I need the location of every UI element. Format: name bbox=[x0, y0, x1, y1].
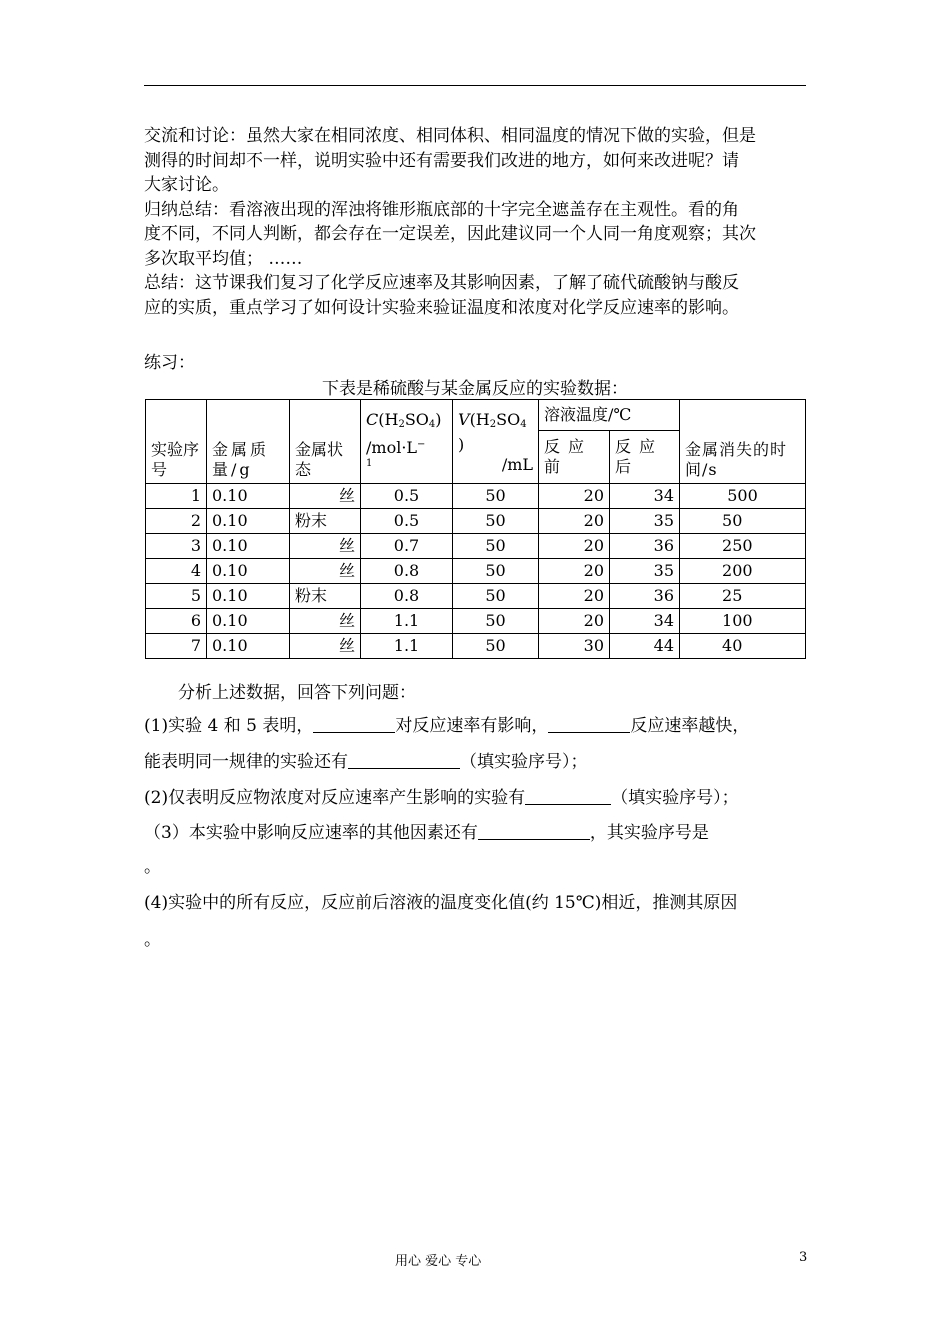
question-4-line-2: 。 bbox=[144, 930, 161, 950]
text-line: 总结：这节课我们复习了化学反应速率及其影响因素，了解了硫代硫酸钠与酸反 bbox=[144, 273, 739, 293]
cell-mass: 0.10 bbox=[207, 559, 290, 584]
answer-blank[interactable] bbox=[525, 788, 611, 805]
cell-state: 丝 bbox=[290, 484, 361, 509]
cell-temp-after: 34 bbox=[610, 484, 680, 509]
cell-seq: 3 bbox=[146, 534, 207, 559]
header-temp-after: 反应后 bbox=[610, 431, 680, 484]
cell-conc: 0.5 bbox=[361, 509, 453, 534]
answer-blank[interactable] bbox=[548, 716, 630, 733]
table-row bbox=[146, 584, 806, 609]
cell-vol: 50 bbox=[453, 609, 539, 634]
page-number: 3 bbox=[799, 1250, 808, 1265]
header-seq: 实验序号 bbox=[146, 400, 207, 484]
cell-vol: 50 bbox=[453, 484, 539, 509]
cell-temp-before: 20 bbox=[539, 559, 610, 584]
cell-mass: 0.10 bbox=[207, 534, 290, 559]
cell-mass: 0.10 bbox=[207, 509, 290, 534]
text-line: 大家讨论。 bbox=[144, 175, 229, 195]
cell-temp-before: 20 bbox=[539, 584, 610, 609]
cell-seq: 4 bbox=[146, 559, 207, 584]
text-line: 归纳总结：看溶液出现的浑浊将锥形瓶底部的十字完全遮盖存在主观性。看的角 bbox=[144, 199, 739, 220]
table-header-row bbox=[146, 400, 806, 431]
answer-blank[interactable] bbox=[348, 752, 460, 769]
cell-state: 丝 bbox=[290, 609, 361, 634]
cell-state: 粉末 bbox=[290, 509, 361, 534]
concentration-label: $C(H_2SO_4)$ bbox=[366, 410, 442, 430]
concentration-unit: /mol·L− bbox=[366, 438, 426, 457]
footer-motto: 用心 爱心 专心 bbox=[395, 1254, 482, 1269]
cell-conc: 0.8 bbox=[361, 584, 453, 609]
cell-state: 丝 bbox=[290, 634, 361, 659]
cell-conc: 1.1 bbox=[361, 609, 453, 634]
cell-vol: 50 bbox=[453, 584, 539, 609]
question-2: (2)仅表明反应物浓度对反应速率产生影响的实验有 （填实验序号）； bbox=[144, 788, 739, 808]
cell-state: 丝 bbox=[290, 559, 361, 584]
cell-temp-after: 35 bbox=[610, 559, 680, 584]
cell-state: 丝 bbox=[290, 534, 361, 559]
volume-label: $V(H_2SO_4$ bbox=[458, 410, 527, 430]
header-temp-before: 反应前 bbox=[539, 431, 610, 484]
cell-seq: 7 bbox=[146, 634, 207, 659]
cell-temp-after: 36 bbox=[610, 584, 680, 609]
header-temperature: 溶液温度/℃ bbox=[539, 400, 680, 431]
experiment-table bbox=[145, 399, 806, 659]
cell-conc: 0.5 bbox=[361, 484, 453, 509]
cell-temp-after: 35 bbox=[610, 509, 680, 534]
cell-temp-before: 20 bbox=[539, 484, 610, 509]
cell-seq: 2 bbox=[146, 509, 207, 534]
cell-mass: 0.10 bbox=[207, 634, 290, 659]
header-time: 金属消失的时间/s bbox=[680, 400, 806, 484]
header-concentration: $C(H_2SO_4)$ /mol·L− 1 bbox=[361, 400, 453, 484]
cell-conc: 0.8 bbox=[361, 559, 453, 584]
cell-temp-before: 20 bbox=[539, 509, 610, 534]
table-caption: 下表是稀硫酸与某金属反应的实验数据： bbox=[322, 379, 628, 399]
cell-temp-before: 20 bbox=[539, 609, 610, 634]
cell-seq: 5 bbox=[146, 584, 207, 609]
cell-time: 50 bbox=[680, 509, 806, 534]
header-mass: 金属质量/g bbox=[207, 400, 290, 484]
table-row bbox=[146, 484, 806, 509]
table-row bbox=[146, 534, 806, 559]
cell-time: 100 bbox=[680, 609, 806, 634]
cell-vol: 50 bbox=[453, 509, 539, 534]
header-state: 金属状态 bbox=[290, 400, 361, 484]
answer-blank[interactable] bbox=[478, 823, 590, 840]
cell-temp-before: 30 bbox=[539, 634, 610, 659]
cell-vol: 50 bbox=[453, 534, 539, 559]
cell-seq: 1 bbox=[146, 484, 207, 509]
cell-time: 25 bbox=[680, 584, 806, 609]
header-rule bbox=[144, 85, 806, 86]
exercise-label: 练习： bbox=[144, 353, 195, 373]
cell-seq: 6 bbox=[146, 609, 207, 634]
text-line: 测得的时间却不一样，说明实验中还有需要我们改进的地方，如何来改进呢？请 bbox=[144, 150, 739, 171]
cell-state: 粉末 bbox=[290, 584, 361, 609]
answer-blank[interactable] bbox=[313, 716, 395, 733]
cell-mass: 0.10 bbox=[207, 609, 290, 634]
question-1-line-1: (1)实验 4 和 5 表明， 对反应速率有影响， 反应速率越快， bbox=[144, 716, 750, 736]
table-row bbox=[146, 609, 806, 634]
cell-temp-after: 44 bbox=[610, 634, 680, 659]
text-line: 多次取平均值； …… bbox=[144, 248, 303, 269]
volume-unit: /mL bbox=[501, 455, 533, 474]
questions-intro: 分析上述数据，回答下列问题： bbox=[178, 683, 416, 703]
discussion-text bbox=[144, 124, 806, 320]
cell-vol: 50 bbox=[453, 634, 539, 659]
cell-time: 500 bbox=[680, 484, 806, 509]
cell-time: 200 bbox=[680, 559, 806, 584]
cell-conc: 1.1 bbox=[361, 634, 453, 659]
table-row bbox=[146, 559, 806, 584]
table-row bbox=[146, 634, 806, 659]
table-row bbox=[146, 509, 806, 534]
cell-mass: 0.10 bbox=[207, 484, 290, 509]
text-line: 度不同，不同人判断，都会存在一定误差，因此建议同一个人同一角度观察；其次 bbox=[144, 224, 756, 244]
question-1-line-2: 能表明同一规律的实验还有 （填实验序号）； bbox=[144, 752, 588, 772]
cell-temp-before: 20 bbox=[539, 534, 610, 559]
cell-mass: 0.10 bbox=[207, 584, 290, 609]
cell-temp-after: 36 bbox=[610, 534, 680, 559]
cell-vol: 50 bbox=[453, 559, 539, 584]
cell-time: 250 bbox=[680, 534, 806, 559]
question-3-line-1: （3）本实验中影响反应速率的其他因素还有 ，其实验序号是 bbox=[144, 823, 709, 843]
text-line: 应的实质，重点学习了如何设计实验来验证温度和浓度对化学反应速率的影响。 bbox=[144, 297, 739, 318]
header-volume: $V(H_2SO_4$ ) /mL bbox=[453, 400, 539, 484]
text-line: 交流和讨论：虽然大家在相同浓度、相同体积、相同温度的情况下做的实验，但是 bbox=[144, 126, 756, 146]
cell-conc: 0.7 bbox=[361, 534, 453, 559]
question-3-line-2: 。 bbox=[144, 857, 161, 877]
cell-temp-after: 34 bbox=[610, 609, 680, 634]
cell-time: 40 bbox=[680, 634, 806, 659]
question-4-line-1: (4)实验中的所有反应，反应前后溶液的温度变化值(约 15℃)相近，推测其原因 bbox=[144, 893, 738, 913]
